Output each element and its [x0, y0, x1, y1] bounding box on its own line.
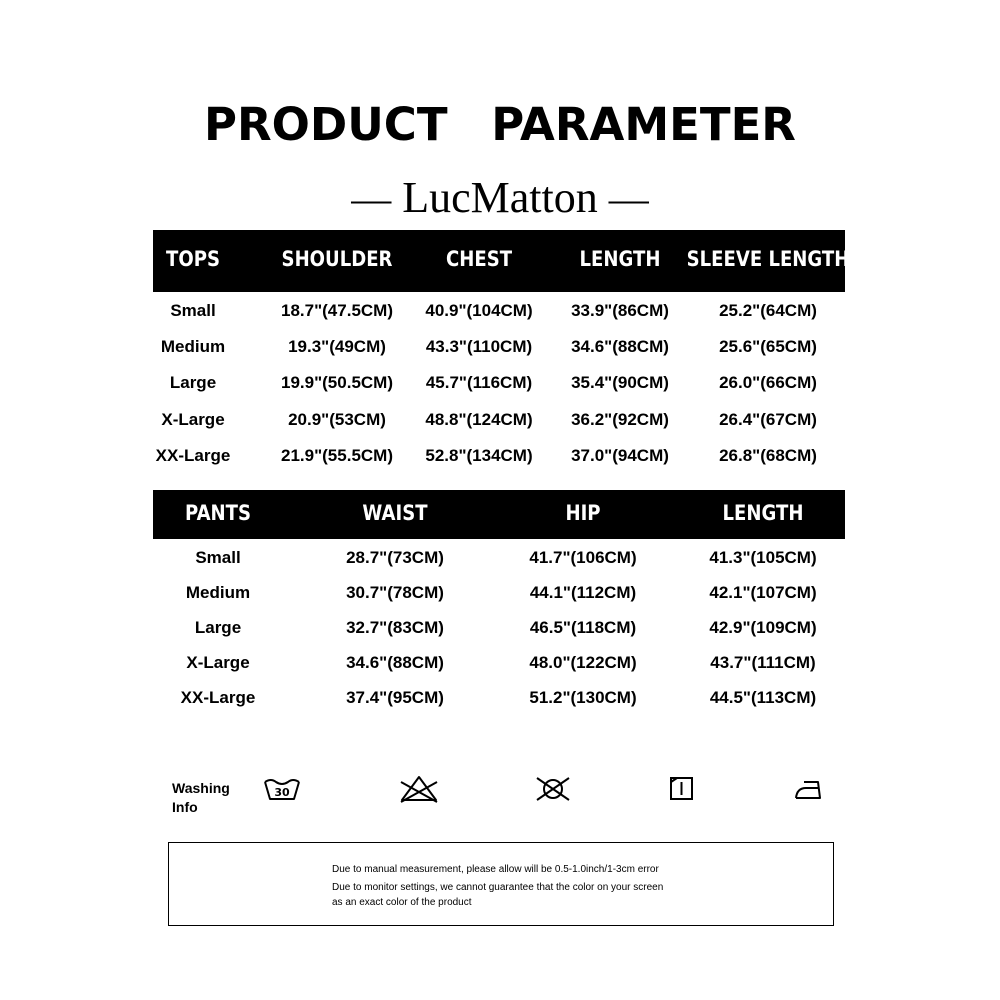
measurement-notice-box: [168, 842, 834, 926]
tops-sleeve-length: 26.0"(66CM): [719, 373, 817, 392]
tops-chest: 52.8"(134CM): [425, 446, 533, 465]
washing-label-line1: Washing: [172, 780, 230, 796]
tops-header-chest: CHEST: [445, 247, 513, 271]
tops-header-shoulder: SHOULDER: [281, 247, 393, 271]
tops-chest: 40.9"(104CM): [425, 301, 533, 320]
wash-30-icon: [262, 776, 302, 802]
tops-shoulder: 20.9"(53CM): [288, 410, 386, 429]
pants-length: 41.3"(105CM): [709, 548, 817, 567]
tops-shoulder: 18.7"(47.5CM): [281, 301, 393, 320]
pants-header-length: LENGTH: [722, 501, 804, 525]
pants-hip: 51.2"(130CM): [529, 688, 637, 707]
tops-size: Large: [169, 373, 217, 392]
washing-label-line2: Info: [172, 799, 198, 815]
pants-hip: 41.7"(106CM): [529, 548, 637, 567]
pants-length: 43.7"(111CM): [710, 653, 816, 672]
table-row: [0, 405, 1000, 435]
pants-length: 44.5"(113CM): [709, 688, 817, 707]
table-row: [0, 441, 1000, 471]
pants-header-hip: HIP: [565, 501, 601, 525]
tops-size: X-Large: [161, 410, 225, 429]
table-row: [0, 332, 1000, 362]
tops-sleeve-length: 26.8"(68CM): [719, 446, 817, 465]
pants-hip: 46.5"(118CM): [529, 618, 637, 637]
tops-size: Small: [170, 301, 216, 320]
notice-line-3: as an exact color of the product: [332, 897, 472, 908]
tops-header-length: LENGTH: [579, 247, 661, 271]
notice-line-2: Due to monitor settings, we cannot guarantee that the color on your screen: [332, 882, 664, 893]
pants-size: XX-Large: [180, 688, 256, 707]
pants-waist: 37.4"(95CM): [346, 688, 444, 707]
table-row: [0, 578, 1000, 608]
tops-header-size: TOPS: [166, 247, 220, 271]
tops-length: 34.6"(88CM): [571, 337, 669, 356]
pants-size: Large: [194, 618, 242, 637]
tops-length: 33.9"(86CM): [571, 301, 669, 320]
tops-chest: 45.7"(116CM): [425, 373, 533, 392]
table-row: [0, 648, 1000, 678]
notice-line-1: Due to manual measurement, please allow will be 0.5-1.0inch/1-3cm error: [332, 864, 659, 875]
drip-dry-icon: [668, 775, 696, 803]
pants-size: X-Large: [186, 653, 250, 672]
tops-sleeve-length: 26.4"(67CM): [719, 410, 817, 429]
table-row: [0, 683, 1000, 713]
pants-length: 42.1"(107CM): [709, 583, 817, 602]
tops-shoulder: 19.3"(49CM): [288, 337, 386, 356]
pants-header-waist: WAIST: [362, 501, 428, 525]
page-title: PRODUCT PARAMETER: [204, 98, 796, 151]
pants-header-size: PANTS: [184, 501, 252, 525]
tops-length: 37.0"(94CM): [571, 446, 669, 465]
tops-length: 35.4"(90CM): [571, 373, 669, 392]
pants-hip: 48.0"(122CM): [529, 653, 637, 672]
tops-sleeve-length: 25.6"(65CM): [719, 337, 817, 356]
table-row: [0, 368, 1000, 398]
tops-chest: 48.8"(124CM): [425, 410, 533, 429]
do-not-bleach-icon: [398, 774, 440, 804]
tops-size: XX-Large: [155, 446, 231, 465]
pants-waist: 30.7"(78CM): [346, 583, 444, 602]
brand-dash-right: —: [608, 176, 649, 221]
tops-sleeve-length: 25.2"(64CM): [719, 301, 817, 320]
table-row: [0, 543, 1000, 573]
pants-size: Small: [195, 548, 241, 567]
pants-waist: 32.7"(83CM): [346, 618, 444, 637]
tops-length: 36.2"(92CM): [571, 410, 669, 429]
tops-chest: 43.3"(110CM): [425, 337, 533, 356]
wash-temp: 30: [274, 786, 290, 799]
do-not-tumble-dry-icon: [533, 774, 573, 804]
table-row: [0, 296, 1000, 326]
table-row: [0, 613, 1000, 643]
pants-length: 42.9"(109CM): [709, 618, 817, 637]
brand-line: [0, 172, 1000, 223]
brand-name: LucMatton: [402, 173, 598, 222]
pants-waist: 34.6"(88CM): [346, 653, 444, 672]
brand-dash-left: —: [351, 176, 392, 221]
tops-size: Medium: [160, 337, 226, 356]
tops-shoulder: 21.9"(55.5CM): [281, 446, 393, 465]
pants-hip: 44.1"(112CM): [529, 583, 637, 602]
tops-shoulder: 19.9"(50.5CM): [281, 373, 393, 392]
tops-header-sleeve-length: SLEEVE LENGTH: [686, 247, 850, 271]
low-iron-icon: [792, 776, 824, 802]
pants-header-band: [153, 490, 845, 539]
pants-size: Medium: [185, 583, 251, 602]
pants-waist: 28.7"(73CM): [346, 548, 444, 567]
washing-info-label: [172, 779, 230, 817]
tops-header-band: [153, 230, 850, 292]
